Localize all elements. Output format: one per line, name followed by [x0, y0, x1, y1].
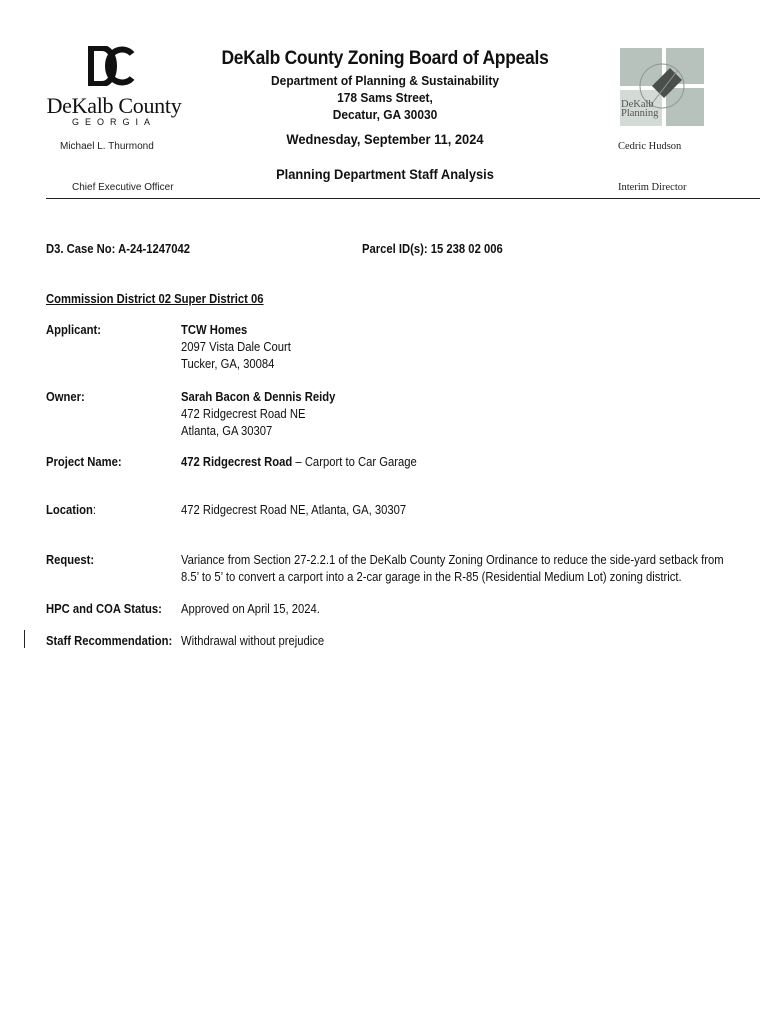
location-label-colon: :	[92, 503, 97, 517]
staff-recommendation-label: Staff Recommendation:	[46, 634, 173, 648]
owner-block	[181, 389, 335, 440]
dekalb-dc-monogram-logo	[88, 46, 136, 91]
district-heading: Commission District 02 Super District 06	[46, 292, 264, 306]
applicant-block	[181, 322, 291, 373]
request-value	[181, 552, 724, 586]
applicant-address-2: Tucker, GA, 30084	[181, 357, 275, 371]
dekalb-county-logo-text: DeKalb County	[46, 93, 182, 118]
department-name: Department of Planning & Sustainability	[271, 73, 499, 88]
owner-address-2: Atlanta, GA 30307	[181, 424, 273, 438]
director-title: Interim Director	[618, 182, 687, 193]
director-name: Cedric Hudson	[618, 141, 682, 152]
request-line-1: Variance from Section 27-2.2.1 of the DeKalb County Zoning Ordinance to reduce the side-yard setback from	[181, 553, 724, 567]
ceo-name: Michael L. Thurmond	[60, 141, 154, 152]
project-name-label: Project Name:	[46, 455, 122, 469]
hpc-status-value: Approved on April 15, 2024.	[181, 602, 320, 616]
analysis-title: Planning Department Staff Analysis	[276, 166, 494, 182]
board-title: DeKalb County Zoning Board of Appeals	[221, 48, 549, 69]
street-address: 178 Sams Street,	[337, 90, 433, 105]
applicant-name: TCW Homes	[181, 323, 248, 337]
project-name-value	[181, 454, 417, 471]
meeting-date: Wednesday, September 11, 2024	[286, 131, 484, 147]
applicant-label: Applicant:	[46, 323, 101, 337]
hpc-status-label: HPC and COA Status:	[46, 602, 162, 616]
planning-logo-line1: DeKalb	[621, 99, 654, 110]
owner-address-1: 472 Ridgecrest Road NE	[181, 407, 306, 421]
case-number: D3. Case No: A-24-1247042	[46, 242, 191, 256]
owner-label: Owner:	[46, 390, 85, 404]
georgia-logo-text: GEORGIA	[71, 117, 156, 127]
owner-name: Sarah Bacon & Dennis Reidy	[181, 390, 336, 404]
applicant-address-1: 2097 Vista Dale Court	[181, 340, 291, 354]
header-divider	[46, 198, 760, 199]
ceo-title: Chief Executive Officer	[72, 182, 174, 193]
planning-logo-line2: Planning	[621, 108, 659, 119]
location-label	[46, 503, 96, 517]
location-label-text: Location	[46, 503, 93, 517]
project-name-bold: 472 Ridgecrest Road	[181, 455, 293, 469]
request-line-2: 8.5’ to 5’ to convert a carport into a 2-car garage in the R-85 (Residential Medium Lot) zoning district.	[181, 570, 682, 584]
parcel-id: Parcel ID(s): 15 238 02 006	[362, 242, 503, 256]
request-label: Request:	[46, 553, 95, 567]
city-address: Decatur, GA 30030	[332, 107, 438, 122]
dekalb-planning-logo	[616, 46, 708, 133]
project-name-rest: – Carport to Car Garage	[292, 455, 417, 469]
revision-bar	[24, 630, 25, 648]
staff-recommendation-value: Withdrawal without prejudice	[181, 634, 325, 648]
location-value: 472 Ridgecrest Road NE, Atlanta, GA, 30307	[181, 503, 407, 517]
